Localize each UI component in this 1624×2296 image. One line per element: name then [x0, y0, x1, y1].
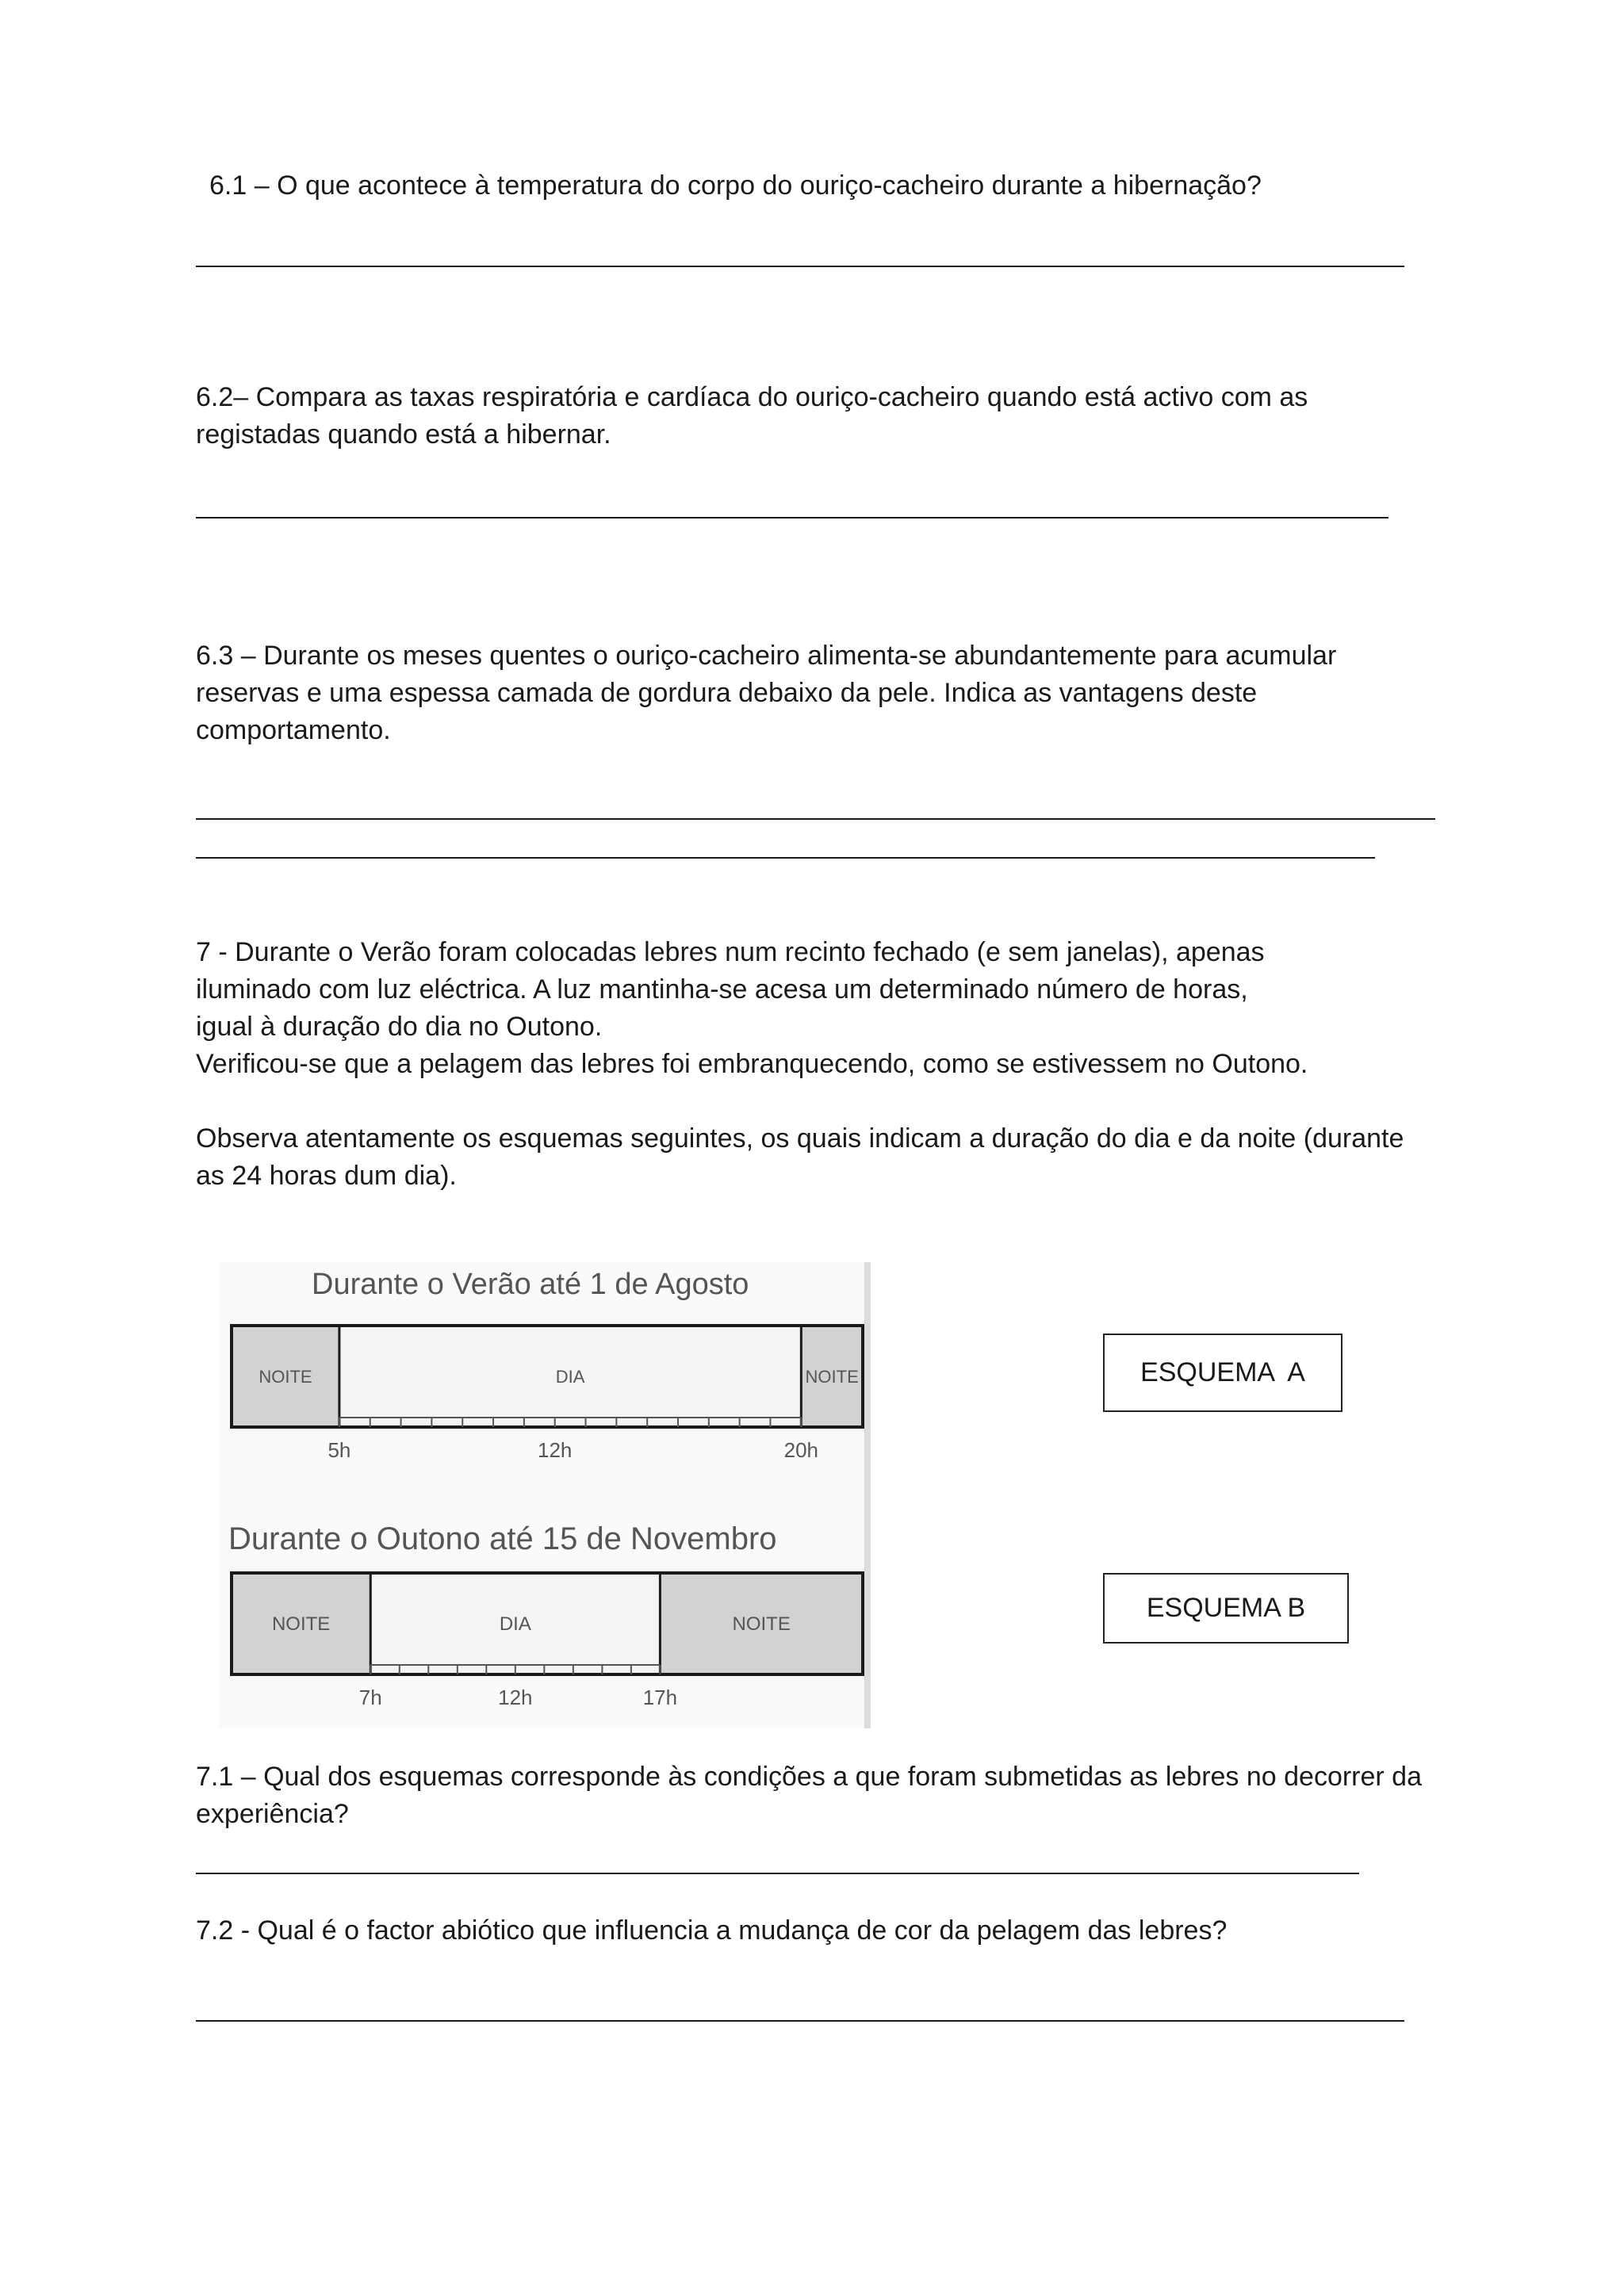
scheme-b-day-label: DIA: [499, 1613, 531, 1635]
question-6-2: [196, 379, 1308, 453]
scheme-a-label: ESQUEMA A: [1140, 1357, 1305, 1387]
scheme-b-tick-label: 7h: [358, 1686, 382, 1709]
question-6-3: [196, 637, 1336, 749]
scheme-b-title: Durante o Outono até 15 de Novembro: [228, 1521, 777, 1556]
question-7-line: Verificou-se que a pelagem das lebres foi embranquecendo, como se estivessem no Outono.: [196, 1049, 1308, 1079]
answer-line-7-2[interactable]: [196, 2020, 1404, 2022]
question-7-2: [196, 1912, 1227, 1950]
question-7-2-line: 7.2 - Qual é o factor abiótico que influencia a mudança de cor da pelagem das lebres?: [196, 1915, 1228, 1946]
question-6-3-line: reservas e uma espessa camada de gordura debaixo da pele. Indica as vantagens deste: [196, 678, 1258, 708]
answer-line-7-1[interactable]: [196, 1873, 1359, 1874]
question-6-1: [209, 167, 1262, 205]
question-7-line: [196, 1083, 1404, 1120]
day-night-diagram: [219, 1262, 871, 1728]
scheme-a-tick-label: 20h: [783, 1438, 819, 1462]
scheme-a-label-box: [1103, 1334, 1342, 1412]
scheme-b-tick-label: 17h: [642, 1686, 678, 1709]
answer-line-6-3b[interactable]: [196, 857, 1375, 859]
question-7-1: [196, 1758, 1422, 1833]
question-7-line: Observa atentamente os esquemas seguintes, os quais indicam a duração do dia e da noite (durante: [196, 1123, 1404, 1154]
scheme-b-label-box: [1103, 1573, 1349, 1644]
answer-line-6-2[interactable]: [196, 517, 1388, 519]
scheme-a-day-label: DIA: [555, 1367, 585, 1387]
question-6-1-line: 6.1 – O que acontece à temperatura do corpo do ouriço-cacheiro durante a hibernação?: [209, 170, 1262, 201]
question-6-2-line: 6.2– Compara as taxas respiratória e cardíaca do ouriço-cacheiro quando está activo com as: [196, 382, 1308, 412]
question-7-line: as 24 horas dum dia).: [196, 1161, 457, 1191]
scheme-b-night-label: NOITE: [271, 1613, 331, 1635]
question-7-1-line: 7.1 – Qual dos esquemas corresponde às condições a que foram submetidas as lebres no decorrer da: [196, 1762, 1423, 1792]
scheme-a-bar: [232, 1326, 863, 1427]
answer-line-6-3a[interactable]: [196, 818, 1435, 820]
scheme-a-tick-label: 5h: [327, 1438, 351, 1462]
question-7-line: iluminado com luz eléctrica. A luz mantinha-se acesa um determinado número de horas,: [196, 974, 1248, 1004]
question-6-3-line: comportamento.: [196, 715, 391, 745]
scheme-b-night-end-label: NOITE: [732, 1613, 791, 1635]
scheme-a-night-end-label: NOITE: [805, 1367, 859, 1387]
answer-line-6-1[interactable]: [196, 266, 1404, 267]
scheme-a-tick-label: 12h: [538, 1438, 573, 1462]
question-7: [196, 934, 1404, 1195]
question-6-3-line: 6.3 – Durante os meses quentes o ouriço-cacheiro alimenta-se abundantemente para acumular: [196, 641, 1337, 671]
scheme-b-tick-label: 12h: [498, 1686, 533, 1709]
scheme-a-night-label: NOITE: [259, 1367, 312, 1387]
question-7-1-line: experiência?: [196, 1799, 349, 1829]
question-7-line: igual à duração do dia no Outono.: [196, 1012, 603, 1042]
scheme-b-label: ESQUEMA B: [1146, 1593, 1306, 1623]
question-6-2-line: registadas quando está a hibernar.: [196, 419, 611, 450]
scheme-a-title: Durante o Verão até 1 de Agosto: [312, 1268, 749, 1301]
diagram-scan-edge: [864, 1262, 871, 1728]
question-7-line: 7 - Durante o Verão foram colocadas lebres num recinto fechado (e sem janelas), apenas: [196, 937, 1265, 967]
